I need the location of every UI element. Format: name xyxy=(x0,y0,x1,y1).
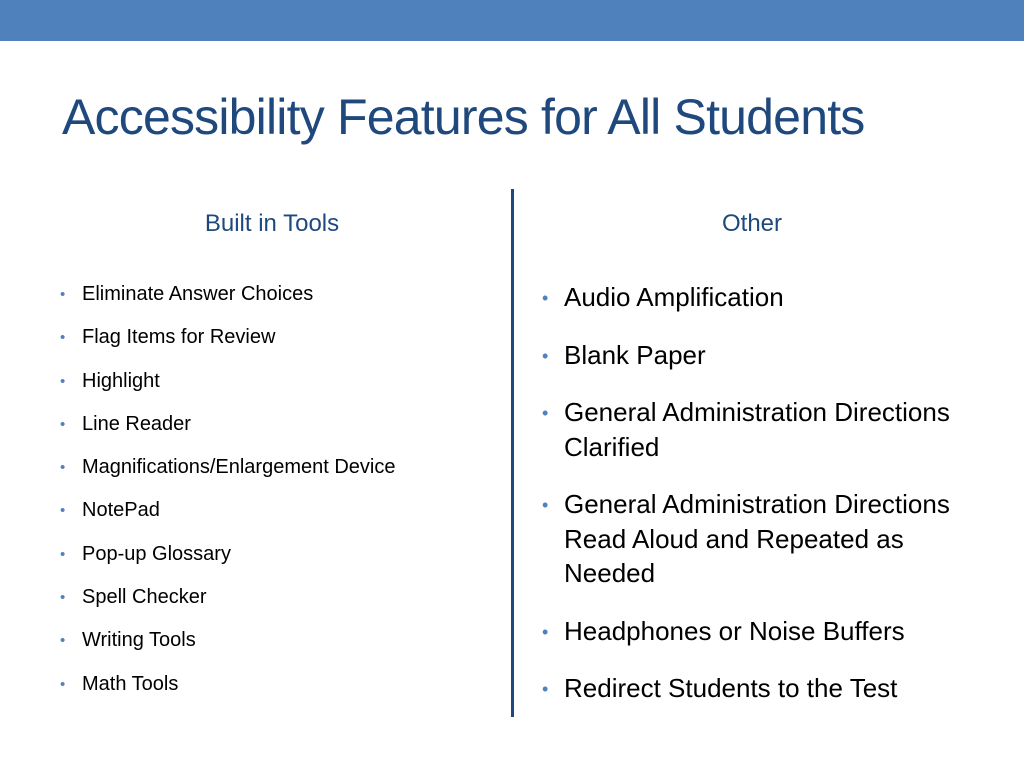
list-item xyxy=(542,614,962,649)
list-item xyxy=(60,324,500,350)
column-divider xyxy=(511,189,514,717)
list-item-label: NotePad xyxy=(82,499,160,522)
list-item-label: Writing Tools xyxy=(82,629,196,652)
bullet-icon: • xyxy=(60,329,66,347)
bullet-icon: • xyxy=(60,632,66,650)
bullet-icon: • xyxy=(542,495,549,515)
bullet-icon: • xyxy=(542,345,549,366)
list-item xyxy=(60,368,500,394)
bullet-icon: • xyxy=(60,415,66,433)
column-heading-other: Other xyxy=(721,210,783,237)
bullet-icon: • xyxy=(542,403,549,423)
list-item xyxy=(60,281,500,307)
list-item-label: Pop-up Glossary xyxy=(82,542,231,565)
list-item-label: Magnifications/Enlargement Device xyxy=(82,456,396,479)
list-item xyxy=(542,671,962,706)
list-item xyxy=(542,338,962,373)
header-accent-bar xyxy=(0,0,1024,41)
bullet-icon: • xyxy=(542,679,549,699)
list-item-label: Math Tools xyxy=(82,672,179,695)
list-item xyxy=(542,487,962,591)
list-item xyxy=(60,541,500,567)
column-heading-built-in-tools: Built in Tools xyxy=(204,210,340,237)
slide-title: Accessibility Features for All Students xyxy=(62,89,865,145)
bullet-icon: • xyxy=(60,502,66,520)
list-item-label: Blank Paper xyxy=(564,339,706,370)
bullet-icon: • xyxy=(60,675,66,693)
bullet-icon: • xyxy=(60,372,66,390)
other-features-list xyxy=(542,280,962,729)
list-item-label: Spell Checker xyxy=(82,586,207,609)
list-item xyxy=(60,497,500,523)
list-item xyxy=(60,584,500,610)
bullet-icon: • xyxy=(542,288,549,308)
list-item-label: Highlight xyxy=(82,369,160,392)
list-item-label: Audio Amplification xyxy=(564,282,784,312)
list-item xyxy=(60,411,500,437)
bullet-icon: • xyxy=(60,286,66,303)
list-item-label: Redirect Students to the Test xyxy=(564,673,898,703)
list-item xyxy=(60,627,500,653)
list-item-label: Headphones or Noise Buffers xyxy=(564,615,905,646)
list-item-label: General Administration Directions Clarified xyxy=(564,397,950,462)
bullet-icon: • xyxy=(60,459,66,477)
built-in-tools-list xyxy=(60,281,500,714)
list-item xyxy=(542,280,962,315)
list-item-label: General Administration Directions Read Aloud and Repeated as Needed xyxy=(564,489,950,588)
list-item xyxy=(60,671,500,697)
list-item xyxy=(60,454,500,480)
list-item-label: Eliminate Answer Choices xyxy=(82,283,314,305)
bullet-icon: • xyxy=(60,589,66,607)
bullet-icon: • xyxy=(60,545,66,563)
bullet-icon: • xyxy=(542,621,549,642)
list-item-label: Line Reader xyxy=(82,412,191,435)
list-item-label: Flag Items for Review xyxy=(82,326,276,349)
list-item xyxy=(542,395,962,464)
